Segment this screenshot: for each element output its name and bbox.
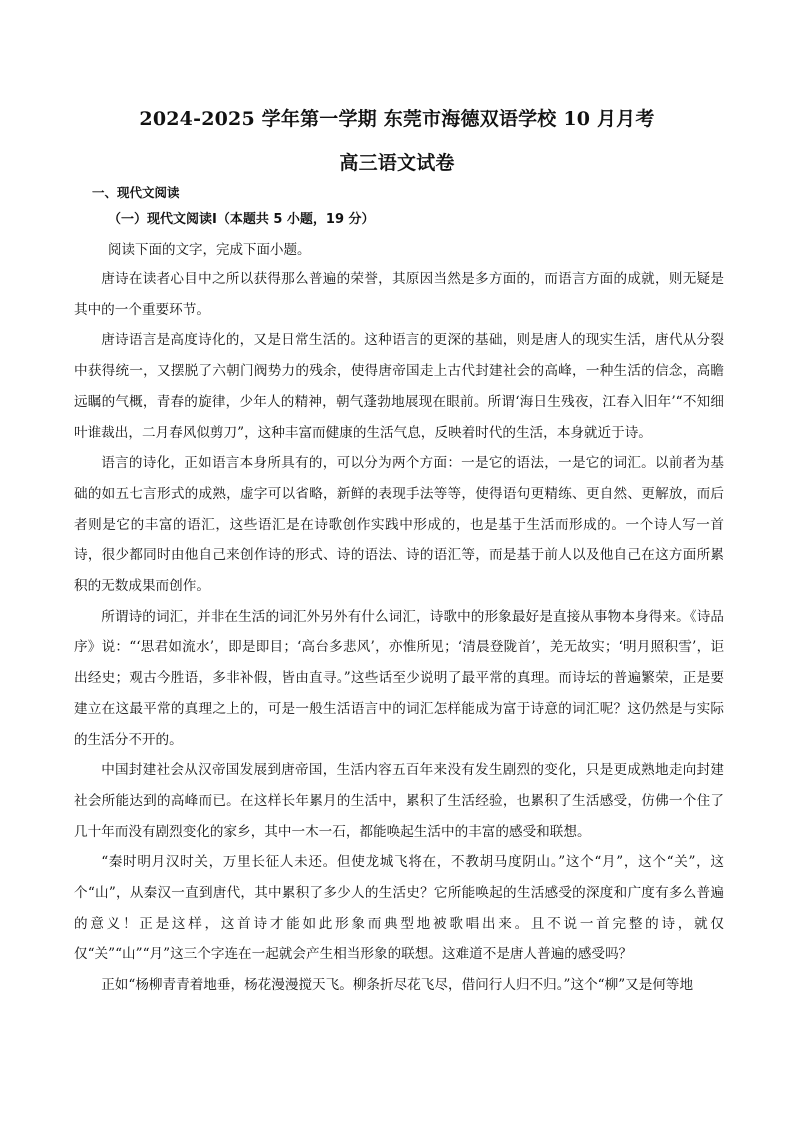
exam-subtitle: 高三语文试卷 bbox=[339, 152, 455, 174]
passage-paragraph: “秦时明月汉时关，万里长征人未还。但使龙城飞将在，不教胡马度阴山。”这个“月”，这个“关”，这个“山”，从秦汉一直到唐代，其中累积了多少人的生活史？它所能唤起的生活感受的深度和广度有多么普遍的意义！正是这样，这首诗才能如此形象而典型地被歌唱出来。且不说一首完整的诗，就仅仅“关”“山”“月”这三个字连在一起就会产生相当形象的联想。这难道不是唐人普遍的感受吗？ bbox=[74, 854, 724, 963]
passage-paragraph: 语言的诗化，正如语言本身所具有的，可以分为两个方面：一是它的语法，一是它的词汇。以前者为基础的如五七言形式的成熟，虚字可以省略，新鲜的表现手法等等，使得语句更精练、更自然、更解放，而后者则是它的丰富的语汇，这些语汇是在诗歌创作实践中形成的，也是基于生活而形成的。一个诗人写一首诗，很少都同时由他自己来创作诗的形式、诗的语法、诗的语汇等，而是基于前人以及他自己在这方面所累积的无数成果而创作。 bbox=[74, 455, 724, 595]
passage-body bbox=[74, 264, 724, 1001]
exam-title: 2024-2025 学年第一学期 东莞市海德双语学校 10 月月考 bbox=[139, 108, 655, 130]
passage-paragraph: 唐诗在读者心目中之所以获得那么普遍的荣誉，其原因当然是多方面的，而语言方面的成就，则无疑是其中的一个重要环节。 bbox=[74, 271, 724, 318]
passage-paragraph: 中国封建社会从汉帝国发展到唐帝国，生活内容五百年来没有发生剧烈的变化，只是更成熟地走向封建社会所能达到的高峰而已。在这样长年累月的生活中，累积了生活经验，也累积了生活感受，仿佛一个住了几十年而没有剧烈变化的家乡，其中一木一石，都能唤起生活中的丰富的感受和联想。 bbox=[74, 762, 724, 840]
passage-paragraph: 正如“杨柳青青着地垂，杨花漫漫搅天飞。柳条折尽花飞尽，借问行人归不归。”这个“柳”又是何等地 bbox=[101, 977, 694, 994]
section-heading: 一、现代文阅读 bbox=[92, 185, 180, 200]
passage-paragraph: 唐诗语言是高度诗化的，又是日常生活的。这种语言的更深的基础，则是唐人的现实生活，唐代从分裂中获得统一，又摆脱了六朝门阀势力的残余，使得唐帝国走上古代封建社会的高峰，一种生活的信念，高瞻远瞩的气概，青春的旋律，少年人的精神，朝气蓬勃地展现在眼前。所谓‘海日生残夜，江春入旧年’“不知细叶谁裁出，二月春风似剪刀”，这种丰富而健康的生活气息，反映着时代的生活，本身就近于诗。 bbox=[74, 332, 724, 441]
subsection-heading: （一）现代文阅读Ⅰ（本题共 5 小题，19 分） bbox=[108, 212, 375, 227]
passage-paragraph: 所谓诗的词汇，并非在生活的词汇外另外有什么词汇，诗歌中的形象最好是直接从事物本身得来。《诗品序》说：“‘思君如流水’，即是即目；‘高台多悲风’，亦惟所见；‘清晨登陇首’，羌无故实；‘明月照积雪’，讵出经史；观古今胜语，多非补假，皆由直寻。”这些话至少说明了最平常的真理。而诗坛的普遍繁荣，正是要建立在这最平常的真理之上的，可是一般生活语言中的词汇怎样能成为富于诗意的词汇呢？这仍然是与实际的生活分不开的。 bbox=[74, 608, 724, 748]
reading-instruction: 阅读下面的文字，完成下面小题。 bbox=[108, 242, 311, 258]
